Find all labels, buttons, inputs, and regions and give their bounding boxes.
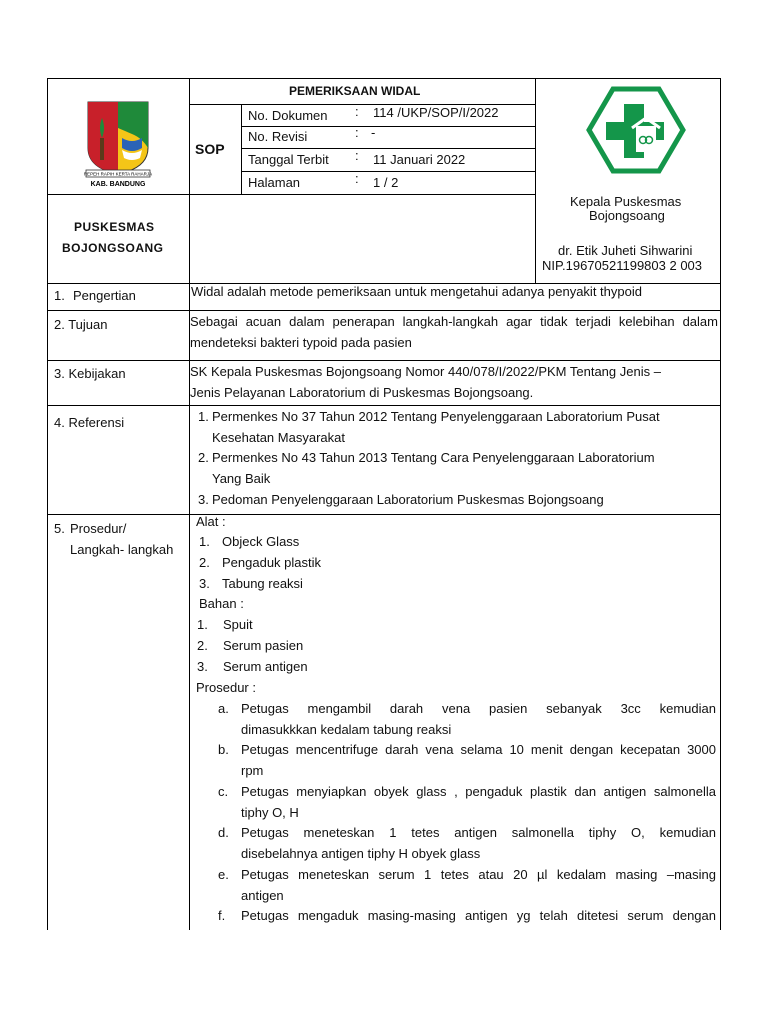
field-label-no-dokumen: No. Dokumen — [248, 108, 328, 123]
prosedur-title: Prosedur : — [196, 680, 256, 695]
alat-item: Pengaduk plastik — [222, 555, 322, 570]
list-item-number: 3. — [199, 576, 210, 591]
list-item-number: 1. — [199, 534, 210, 549]
alat-title: Alat : — [196, 514, 226, 529]
bahan-item: Serum pasien — [223, 638, 304, 653]
field-label-tanggal-terbit: Tanggal Terbit — [248, 152, 329, 167]
step-letter: c. — [218, 784, 229, 799]
list-item-number: 2. — [198, 450, 209, 465]
bahan-title: Bahan : — [199, 596, 244, 611]
alat-item: Tabung reaksi — [222, 576, 303, 591]
list-item-number: 3. — [197, 659, 208, 674]
tujuan-line: mendeteksi bakteri typoid pada pasien — [190, 335, 412, 350]
bahan-item: Serum antigen — [223, 659, 308, 674]
step-line: Petugas mengambil darah vena pasien sebanyak 3cc kemudian — [241, 701, 716, 716]
step-line: disebelahnya antigen tiphy H obyek glass — [241, 846, 481, 861]
document-title: PEMERIKSAAN WIDAL — [289, 84, 421, 98]
field-label-no-revisi: No. Revisi — [248, 129, 308, 144]
signatory-nip: NIP.19670521199803 2 003 — [542, 258, 703, 273]
step-line: dimasukkkan kedalam tabung reaksi — [241, 722, 452, 737]
field-value-no-dokumen: 114 /UKP/SOP/I/2022 — [373, 105, 499, 120]
pengertian-text: Widal adalah metode pemeriksaan untuk mengetahui adanya penyakit thypoid — [191, 284, 642, 299]
referensi-item: Kesehatan Masyarakat — [212, 430, 345, 445]
list-item-number: 2. — [199, 555, 210, 570]
alat-item: Objeck Glass — [222, 534, 300, 549]
field-label-halaman: Halaman — [248, 175, 301, 190]
step-line: tiphy O, H — [241, 805, 299, 820]
tujuan-line: Sebagai acuan dalam penerapan langkah-langkah agar tidak terjadi kelebihan dalam — [190, 314, 718, 329]
section-label-prosedur: Langkah- langkah — [70, 542, 174, 557]
step-line: antigen — [241, 888, 284, 903]
field-sep: : — [355, 171, 359, 186]
step-letter: a. — [218, 701, 229, 716]
section-number: 5. — [54, 521, 65, 536]
org-name-line2: BOJONGSOANG — [62, 241, 164, 255]
step-line: Petugas meneteskan 1 tetes antigen salmonella tiphy O, kemudian — [241, 825, 716, 840]
svg-text:REPEH RAPIH KERTA RAHARJA: REPEH RAPIH KERTA RAHARJA — [83, 171, 153, 177]
section-label-prosedur: Prosedur/ — [70, 521, 127, 536]
referensi-item: Permenkes No 37 Tahun 2012 Tentang Penyelenggaraan Laboratorium Pusat — [212, 409, 660, 424]
signatory-title: Kepala Puskesmas — [570, 194, 682, 209]
section-label-kebijakan: 3. Kebijakan — [54, 366, 126, 381]
field-sep: : — [355, 104, 359, 119]
section-label-tujuan: 2. Tujuan — [54, 317, 108, 332]
signatory-place: Bojongsoang — [589, 208, 665, 223]
svg-text:KAB. BANDUNG: KAB. BANDUNG — [90, 181, 146, 188]
step-letter: d. — [218, 825, 229, 840]
section-label-pengertian: Pengertian — [73, 288, 136, 303]
step-line: Petugas menyiapkan obyek glass , pengaduk plastik dan antigen salmonella — [241, 784, 716, 799]
field-value-no-revisi: - — [371, 125, 376, 140]
signatory-name: dr. Etik Juheti Sihwarini — [558, 243, 693, 258]
section-number: 1. — [54, 288, 65, 303]
step-letter: e. — [218, 867, 229, 882]
step-line: rpm — [241, 763, 264, 778]
field-value-halaman: 1 / 2 — [373, 175, 399, 190]
step-letter: f. — [218, 908, 226, 923]
referensi-item: Pedoman Penyelenggaraan Laboratorium Puskesmas Bojongsoang — [212, 492, 604, 507]
step-line: Petugas meneteskan serum 1 tetes atau 20 µl kedalam masing –masing — [241, 867, 716, 882]
step-line: Petugas mencentrifuge darah vena selama 10 menit dengan kecepatan 3000 — [241, 742, 716, 757]
list-item-number: 1. — [197, 617, 208, 632]
step-line: Petugas mengaduk masing-masing antigen yg telah ditetesi serum dengan — [241, 908, 716, 923]
bahan-item: Spuit — [223, 617, 253, 632]
list-item-number: 1. — [198, 409, 209, 424]
sop-label: SOP — [195, 141, 225, 157]
list-item-number: 3. — [198, 492, 209, 507]
kebijakan-line: SK Kepala Puskesmas Bojongsoang Nomor 440/078/I/2022/PKM Tentang Jenis – — [190, 364, 661, 379]
kebijakan-line: Jenis Pelayanan Laboratorium di Puskesmas Bojongsoang. — [190, 385, 534, 400]
referensi-item: Yang Baik — [212, 471, 271, 486]
field-sep: : — [355, 148, 359, 163]
step-letter: b. — [218, 742, 229, 757]
kab-bandung-logo — [82, 98, 154, 190]
referensi-item: Permenkes No 43 Tahun 2013 Tentang Cara Penyelenggaraan Laboratorium — [212, 450, 655, 465]
puskesmas-logo — [586, 86, 686, 174]
org-name-line1: PUSKESMAS — [74, 220, 155, 234]
field-value-tanggal-terbit: 11 Januari 2022 — [373, 152, 466, 167]
field-sep: : — [355, 125, 359, 140]
list-item-number: 2. — [197, 638, 208, 653]
section-label-referensi: 4. Referensi — [54, 415, 125, 430]
